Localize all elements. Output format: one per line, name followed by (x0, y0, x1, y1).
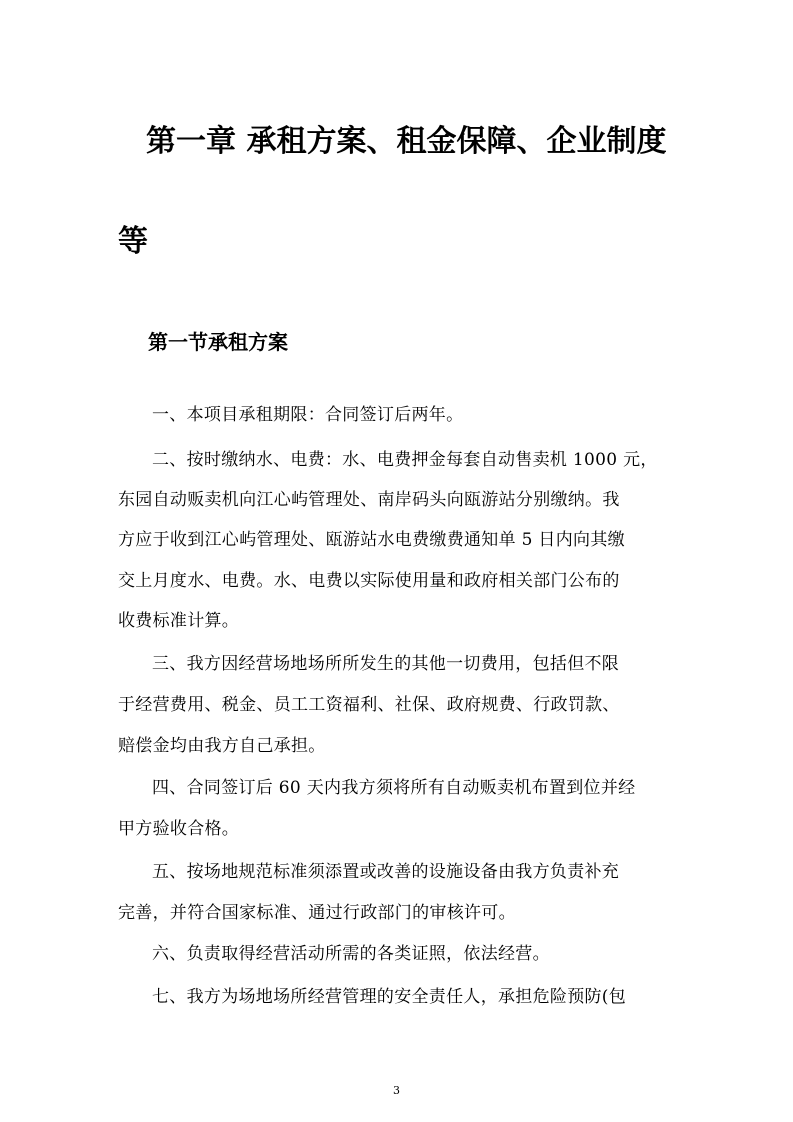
chapter-title (118, 92, 698, 292)
page-number: 3 (393, 1084, 400, 1097)
section-title: 第一节承租方案 (148, 330, 288, 354)
paragraph-line: 五、按场地规范标准须添置或改善的设施设备由我方负责补充 (152, 862, 620, 882)
paragraph-line: 方应于收到江心屿管理处、瓯游站水电费缴费通知单 5 日内向其缴 (118, 530, 625, 550)
paragraph-line: 收费标准计算。 (118, 611, 240, 631)
paragraph-line: 二、按时缴纳水、电费：水、电费押金每套自动售卖机 1000 元， (152, 450, 658, 470)
paragraph-line: 东园自动贩卖机向江心屿管理处、南岸码头向瓯游站分别缴纳。我 (118, 490, 620, 510)
paragraph-line: 甲方验收合格。 (118, 819, 240, 839)
paragraph-line: 七、我方为场地场所经营管理的安全责任人，承担危险预防(包 (152, 987, 627, 1007)
paragraph-line: 六、负责取得经营活动所需的各类证照，依法经营。 (152, 944, 550, 964)
paragraph-line: 交上月度水、电费。水、电费以实际使用量和政府相关部门公布的 (118, 571, 620, 591)
paragraph-line: 完善，并符合国家标准、通过行政部门的审核许可。 (118, 903, 516, 923)
paragraph-line: 三、我方因经营场地场所所发生的其他一切费用，包括但不限 (152, 654, 620, 674)
paragraph-line: 四、合同签订后 60 天内我方须将所有自动贩卖机布置到位并经 (152, 778, 636, 798)
chapter-title-line-2: 等 (118, 224, 148, 259)
paragraph-line: 于经营费用、税金、员工工资福利、社保、政府规费、行政罚款、 (118, 695, 620, 715)
paragraph-line: 一、本项目承租期限：合同签订后两年。 (152, 405, 464, 425)
paragraph-line: 赔偿金均由我方自己承担。 (118, 736, 326, 756)
chapter-title-line-1: 第一章 承租方案、租金保障、企业制度 (146, 124, 667, 159)
